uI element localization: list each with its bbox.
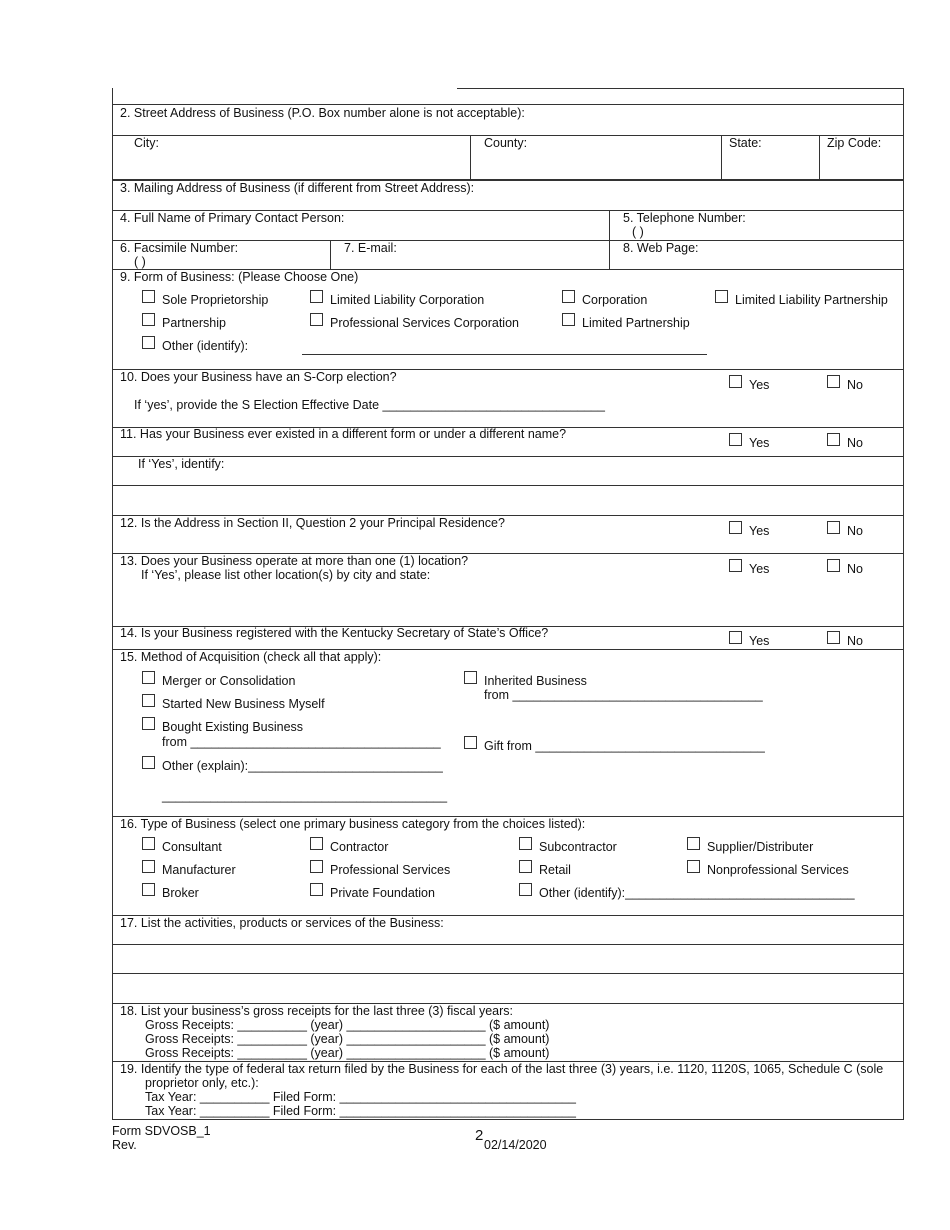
q15-inherited: Inherited Business xyxy=(484,674,587,688)
q17-title: 17. List the activities, products or services of the Business: xyxy=(120,916,444,930)
q14-yes-label: Yes xyxy=(749,634,770,648)
row-line xyxy=(112,1119,904,1120)
q13-yes-label: Yes xyxy=(749,562,770,576)
row-line xyxy=(112,485,903,486)
q18-row: Gross Receipts: __________ (year) ____________________ ($ amount) xyxy=(145,1018,550,1032)
checkbox-other-acq[interactable] xyxy=(142,756,155,769)
checkbox-professional-services[interactable] xyxy=(310,860,323,873)
row-line xyxy=(112,944,903,945)
q16-title: 16. Type of Business (select one primary business category from the choices listed): xyxy=(120,817,586,831)
row-line xyxy=(112,973,903,974)
checkbox-llc[interactable] xyxy=(310,290,323,303)
q19-row: Tax Year: __________ Filed Form: __________________________________ xyxy=(145,1104,576,1118)
footer-form: Form SDVOSB_1 xyxy=(112,1124,211,1138)
checkbox-q13-no[interactable] xyxy=(827,559,840,572)
checkbox-q11-yes[interactable] xyxy=(729,433,742,446)
col-line xyxy=(470,135,471,179)
q2-county-label: County: xyxy=(484,136,528,150)
q13-sub: If ‘Yes’, please list other location(s) by city and state: xyxy=(141,568,431,582)
q7-label: 7. E-mail: xyxy=(344,241,397,255)
checkbox-started[interactable] xyxy=(142,694,155,707)
checkbox-llp[interactable] xyxy=(715,290,728,303)
checkbox-inherited[interactable] xyxy=(464,671,477,684)
q9-opt-label: Limited Liability Partnership xyxy=(735,293,888,307)
checkbox-q12-yes[interactable] xyxy=(729,521,742,534)
top-line xyxy=(113,104,903,105)
checkbox-corporation[interactable] xyxy=(562,290,575,303)
q16-opt-label: Consultant xyxy=(162,840,222,854)
q6-paren: ( ) xyxy=(134,255,146,269)
col-line xyxy=(330,240,331,269)
q10-yes-label: Yes xyxy=(749,378,770,392)
checkbox-retail[interactable] xyxy=(519,860,532,873)
q15-other: Other (explain):____________________________ xyxy=(162,759,443,773)
checkbox-q11-no[interactable] xyxy=(827,433,840,446)
q10-title: 10. Does your Business have an S-Corp election? xyxy=(120,370,397,384)
q16-opt-label: Manufacturer xyxy=(162,863,236,877)
checkbox-private-foundation[interactable] xyxy=(310,883,323,896)
q5-label: 5. Telephone Number: xyxy=(623,211,746,225)
q15-title: 15. Method of Acquisition (check all that apply): xyxy=(120,650,382,664)
q16-opt-label: Private Foundation xyxy=(330,886,435,900)
q18-title: 18. List your business’s gross receipts for the last three (3) fiscal years: xyxy=(120,1004,513,1018)
checkbox-q14-yes[interactable] xyxy=(729,631,742,644)
checkbox-manufacturer[interactable] xyxy=(142,860,155,873)
q19-line1: 19. Identify the type of federal tax return filed by the Business for each of the last three (3) years, i.e. 1120, 1120S, 1065, Schedule C (sole xyxy=(120,1062,884,1076)
q12-title: 12. Is the Address in Section II, Question 2 your Principal Residence? xyxy=(120,516,505,530)
q11-title: 11. Has your Business ever existed in a different form or under a different name? xyxy=(120,427,567,441)
other-form-blank[interactable] xyxy=(302,354,707,355)
top-partial-line xyxy=(457,88,903,89)
q6-label: 6. Facsimile Number: xyxy=(120,241,239,255)
q9-opt-label: Limited Liability Corporation xyxy=(330,293,485,307)
q19-row: Tax Year: __________ Filed Form: __________________________________ xyxy=(145,1090,576,1104)
row-line xyxy=(112,456,903,457)
checkbox-psc[interactable] xyxy=(310,313,323,326)
q5-paren: ( ) xyxy=(632,225,644,239)
checkbox-consultant[interactable] xyxy=(142,837,155,850)
q15-inherited-from: from ____________________________________ xyxy=(484,688,763,702)
q4-label: 4. Full Name of Primary Contact Person: xyxy=(120,211,345,225)
q2-zip-label: Zip Code: xyxy=(827,136,882,150)
q15-other-line2: _________________________________________ xyxy=(162,789,448,803)
q16-opt-label: Supplier/Distributer xyxy=(707,840,814,854)
frame-left xyxy=(112,88,113,1119)
checkbox-bought[interactable] xyxy=(142,717,155,730)
footer-rev: Rev. xyxy=(112,1138,137,1152)
col-line xyxy=(819,135,820,179)
checkbox-q12-no[interactable] xyxy=(827,521,840,534)
q9-opt-label: Corporation xyxy=(582,293,648,307)
q10-sub: If ‘yes’, provide the S Election Effective Date ________________________________ xyxy=(134,398,605,412)
q9-opt-label: Partnership xyxy=(162,316,226,330)
q16-opt-label: Other (identify):_________________________________ xyxy=(539,886,855,900)
q18-row: Gross Receipts: __________ (year) ____________________ ($ amount) xyxy=(145,1032,550,1046)
q9-opt-label: Professional Services Corporation xyxy=(330,316,519,330)
checkbox-contractor[interactable] xyxy=(310,837,323,850)
q16-opt-label: Retail xyxy=(539,863,571,877)
q2-street-label: 2. Street Address of Business (P.O. Box number alone is not acceptable): xyxy=(120,106,525,120)
q16-opt-label: Professional Services xyxy=(330,863,451,877)
q9-title: 9. Form of Business: (Please Choose One) xyxy=(120,270,359,284)
checkbox-q10-no[interactable] xyxy=(827,375,840,388)
checkbox-subcontractor[interactable] xyxy=(519,837,532,850)
checkbox-gift[interactable] xyxy=(464,736,477,749)
q16-opt-label: Contractor xyxy=(330,840,389,854)
checkbox-partnership[interactable] xyxy=(142,313,155,326)
col-line xyxy=(721,135,722,179)
checkbox-sole-proprietorship[interactable] xyxy=(142,290,155,303)
q2-city-label: City: xyxy=(134,136,159,150)
q11-no-label: No xyxy=(847,436,863,450)
checkbox-nonprofessional-services[interactable] xyxy=(687,860,700,873)
checkbox-q10-yes[interactable] xyxy=(729,375,742,388)
q14-title: 14. Is your Business registered with the Kentucky Secretary of State’s Office? xyxy=(120,626,549,640)
checkbox-q14-no[interactable] xyxy=(827,631,840,644)
q15-started: Started New Business Myself xyxy=(162,697,325,711)
q18-row: Gross Receipts: __________ (year) ____________________ ($ amount) xyxy=(145,1046,550,1060)
q11-sub: If ‘Yes’, identify: xyxy=(138,457,225,471)
frame-right xyxy=(903,88,904,1119)
q8-label: 8. Web Page: xyxy=(623,241,699,255)
checkbox-broker[interactable] xyxy=(142,883,155,896)
q13-title: 13. Does your Business operate at more than one (1) location? xyxy=(120,554,469,568)
q2-state-label: State: xyxy=(729,136,762,150)
q9-opt-label: Other (identify): xyxy=(162,339,249,353)
q11-yes-label: Yes xyxy=(749,436,770,450)
q15-bought: Bought Existing Business xyxy=(162,720,304,734)
q16-opt-label: Subcontractor xyxy=(539,840,617,854)
q12-no-label: No xyxy=(847,524,863,538)
q15-merger: Merger or Consolidation xyxy=(162,674,296,688)
q12-yes-label: Yes xyxy=(749,524,770,538)
footer-date: 02/14/2020 xyxy=(484,1138,547,1152)
checkbox-q13-yes[interactable] xyxy=(729,559,742,572)
checkbox-other-form[interactable] xyxy=(142,336,155,349)
q3-label: 3. Mailing Address of Business (if different from Street Address): xyxy=(120,181,475,195)
q15-bought-from: from ____________________________________ xyxy=(162,735,441,749)
q14-no-label: No xyxy=(847,634,863,648)
q19-line2: proprietor only, etc.): xyxy=(145,1076,259,1090)
q16-opt-label: Broker xyxy=(162,886,199,900)
checkbox-supplier[interactable] xyxy=(687,837,700,850)
q16-opt-label: Nonprofessional Services xyxy=(707,863,849,877)
checkbox-limited-partnership[interactable] xyxy=(562,313,575,326)
q9-opt-label: Sole Proprietorship xyxy=(162,293,269,307)
q9-opt-label: Limited Partnership xyxy=(582,316,690,330)
q15-gift: Gift from _________________________________ xyxy=(484,739,765,753)
checkbox-merger[interactable] xyxy=(142,671,155,684)
q13-no-label: No xyxy=(847,562,863,576)
checkbox-other-type[interactable] xyxy=(519,883,532,896)
q10-no-label: No xyxy=(847,378,863,392)
footer-page-number: 2 xyxy=(475,1127,484,1144)
